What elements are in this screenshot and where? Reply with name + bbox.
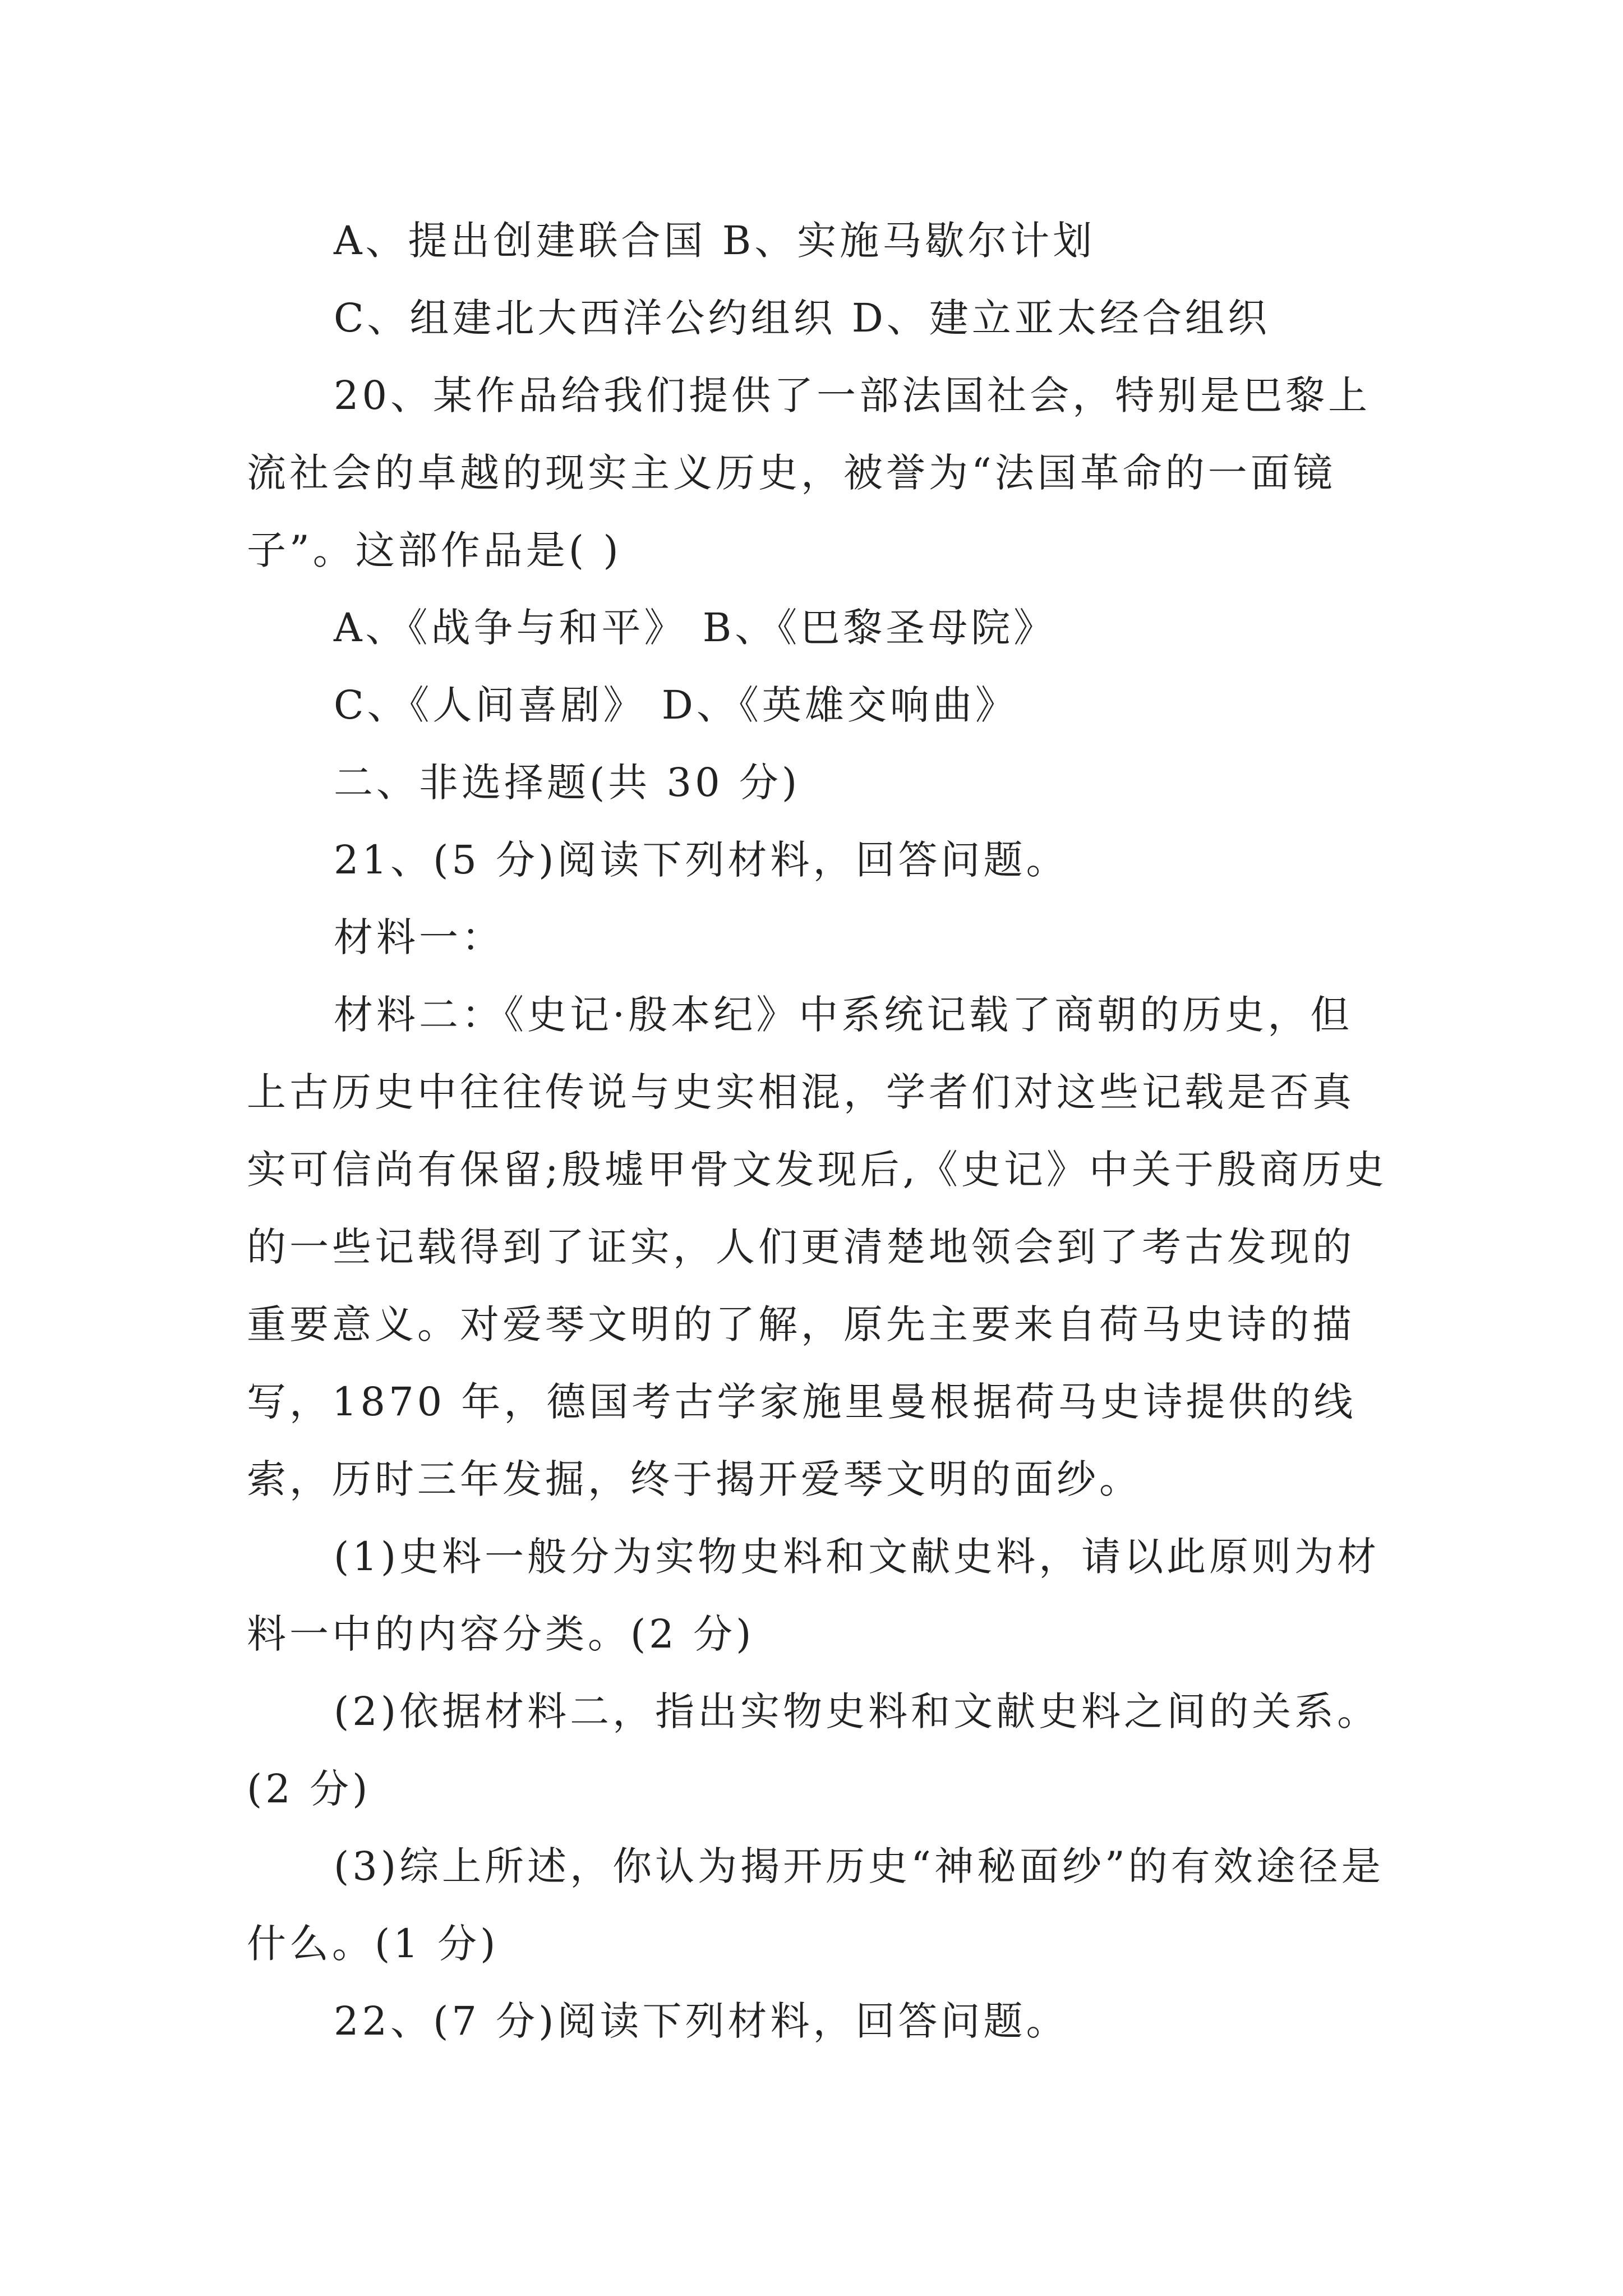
document-body xyxy=(247,202,1391,2060)
q19-options-ab: A、提出创建联合国 B、实施马歇尔计划 xyxy=(334,218,1096,264)
q21-part-1: (1)史料一般分为实物史料和文献史料，请以此原则为材料一中的内容分类。(2 分) xyxy=(247,1534,1380,1657)
material-2: 材料二：《史记·殷本纪》中系统记载了商朝的历史，但上古历史中往往传说与史实相混，学者们对这些记载是否真实可信尚有保留;殷墟甲骨文发现后,《史记》中关于殷商历史的一些记载得到了证实，人们更清楚地领会到了考古发现的重要意义。对爱琴文明的了解，原先主要来自荷马史诗的描写，1870 年，德国考古学家施里曼根据荷马史诗提供的线索，历时三年发掘，终于揭开爱琴文明的面纱。 xyxy=(247,992,1387,1502)
q19-options-cd: C、组建北大西洋公约组织 D、建立亚太经合组织 xyxy=(334,295,1270,341)
q20-stem: 20、某作品给我们提供了一部法国社会，特别是巴黎上流社会的卓越的现实主义历史，被誉为“法国革命的一面镜子”。这部作品是( ) xyxy=(247,372,1371,573)
q22-stem: 22、(7 分)阅读下列材料，回答问题。 xyxy=(334,1998,1069,2044)
q21-stem: 21、(5 分)阅读下列材料，回答问题。 xyxy=(334,837,1069,883)
section-2-heading: 二、非选择题(共 30 分) xyxy=(334,760,801,806)
q21-part-2: (2)依据材料二，指出实物史料和文献史料之间的关系。(2 分) xyxy=(247,1688,1380,1812)
q21-part-3: (3)综上所述，你认为揭开历史“神秘面纱”的有效途径是什么。(1 分) xyxy=(247,1843,1384,1967)
q20-options-ab: A、《战争与和平》 B、《巴黎圣母院》 xyxy=(334,605,1057,651)
q20-options-cd: C、《人间喜剧》 D、《英雄交响曲》 xyxy=(334,682,1018,728)
material-1: 材料一： xyxy=(334,914,504,960)
